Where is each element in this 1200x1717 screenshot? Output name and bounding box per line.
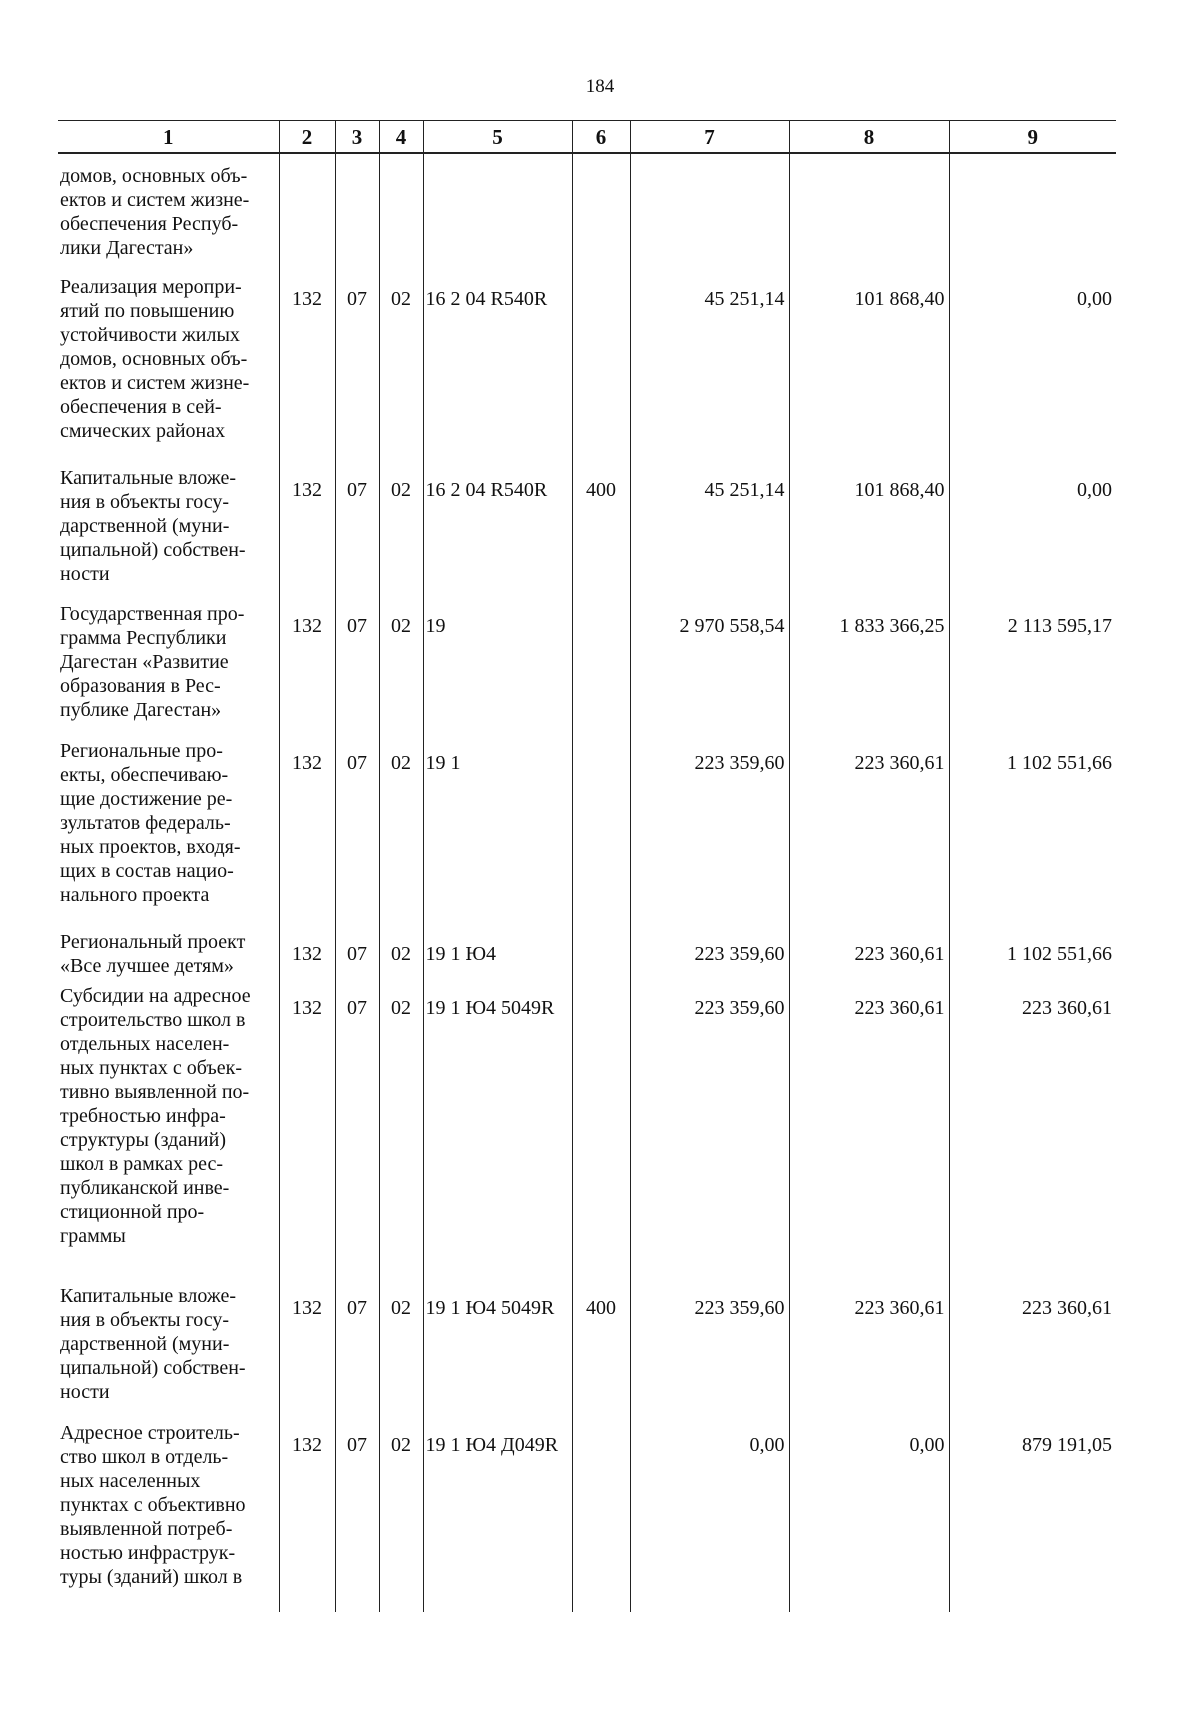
table-row — [58, 602, 1116, 738]
item-name-cell: Государственная про- грамма Республики Дагестан «Развитие образования в Рес- публике Дагестан» — [60, 603, 245, 722]
amount-col8-cell: 101 868,40 — [789, 466, 949, 602]
item-name-cell: Региональные про- екты, обеспечиваю- щие достижение ре- зультатов федераль- ных проектов, входя- щих в состав нацио- нального проекта — [60, 739, 241, 906]
item-name-cell: Капитальные вложе- ния в объекты госу- дарственной (муни- ципальной) собствен- ности — [60, 466, 246, 585]
expense-type-cell: 400 — [572, 1284, 630, 1420]
amount-col7-cell — [630, 153, 789, 275]
expense-type-cell — [572, 602, 630, 738]
expense-type-cell — [572, 153, 630, 275]
amount-col7-cell: 2 970 558,54 — [630, 602, 789, 738]
column-header-6: 6 — [572, 121, 630, 154]
target-article-cell: 19 1 Ю4 5049R — [423, 1284, 572, 1420]
amount-col7-cell: 45 251,14 — [630, 466, 789, 602]
section-code-cell — [335, 153, 379, 275]
ministry-code-cell — [279, 153, 335, 275]
target-article-cell: 19 1 Ю4 Д049R — [423, 1421, 572, 1612]
subsection-code-cell: 02 — [379, 1284, 423, 1420]
subsection-code-cell: 02 — [379, 739, 423, 930]
table-row — [58, 984, 1116, 1284]
section-code-cell: 07 — [335, 602, 379, 738]
target-article-cell: 19 1 — [423, 739, 572, 930]
table-header — [58, 121, 1116, 154]
subsection-code-cell: 02 — [379, 1421, 423, 1612]
column-header-1: 1 — [58, 121, 279, 154]
section-code-cell: 07 — [335, 739, 379, 930]
expense-type-cell — [572, 1421, 630, 1612]
item-name-cell: Адресное строитель- ство школ в отдель- ных населенных пунктах с объективно выявленной потреб- ностью инфраструк- туры (зданий) школ в — [60, 1421, 246, 1588]
target-article-cell — [423, 153, 572, 275]
amount-col7-cell: 223 359,60 — [630, 984, 789, 1284]
amount-col8-cell: 0,00 — [789, 1421, 949, 1612]
amount-col9-cell: 223 360,61 — [949, 984, 1116, 1284]
column-header-9: 9 — [949, 121, 1116, 154]
ministry-code-cell: 132 — [279, 739, 335, 930]
item-name-cell: Капитальные вложе- ния в объекты госу- дарственной (муни- ципальной) собствен- ности — [60, 1285, 246, 1404]
amount-col8-cell: 223 360,61 — [789, 984, 949, 1284]
amount-col8-cell — [789, 153, 949, 275]
amount-col7-cell: 223 359,60 — [630, 930, 789, 985]
table-row — [58, 1421, 1116, 1612]
table-body — [58, 153, 1116, 1612]
target-article-cell: 19 1 Ю4 5049R — [423, 984, 572, 1284]
subsection-code-cell: 02 — [379, 930, 423, 985]
amount-col9-cell: 1 102 551,66 — [949, 739, 1116, 930]
amount-col9-cell: 0,00 — [949, 275, 1116, 466]
table-row — [58, 275, 1116, 466]
ministry-code-cell: 132 — [279, 984, 335, 1284]
amount-col9-cell: 1 102 551,66 — [949, 930, 1116, 985]
page-number: 184 — [585, 76, 615, 97]
item-name-cell: Реализация меропри- ятий по повышению устойчивости жилых домов, основных объ- ектов и систем жизне- обеспечения в сей- смических районах — [60, 275, 250, 442]
section-code-cell: 07 — [335, 1284, 379, 1420]
header-row — [58, 121, 1116, 154]
section-code-cell: 07 — [335, 984, 379, 1284]
amount-col8-cell: 101 868,40 — [789, 275, 949, 466]
amount-col9-cell: 879 191,05 — [949, 1421, 1116, 1612]
subsection-code-cell — [379, 153, 423, 275]
amount-col8-cell: 223 360,61 — [789, 930, 949, 985]
target-article-cell: 16 2 04 R540R — [423, 275, 572, 466]
item-name-cell: Региональный проект «Все лучшее детям» — [60, 930, 246, 977]
target-article-cell: 19 — [423, 602, 572, 738]
ministry-code-cell: 132 — [279, 466, 335, 602]
expense-type-cell: 400 — [572, 466, 630, 602]
amount-col7-cell: 0,00 — [630, 1421, 789, 1612]
subsection-code-cell: 02 — [379, 466, 423, 602]
expense-type-cell — [572, 275, 630, 466]
table-row — [58, 153, 1116, 275]
expense-type-cell — [572, 930, 630, 985]
amount-col9-cell: 2 113 595,17 — [949, 602, 1116, 738]
ministry-code-cell: 132 — [279, 1284, 335, 1420]
subsection-code-cell: 02 — [379, 984, 423, 1284]
ministry-code-cell: 132 — [279, 275, 335, 466]
amount-col9-cell — [949, 153, 1116, 275]
amount-col9-cell: 223 360,61 — [949, 1284, 1116, 1420]
amount-col8-cell: 1 833 366,25 — [789, 602, 949, 738]
ministry-code-cell: 132 — [279, 1421, 335, 1612]
amount-col7-cell: 223 359,60 — [630, 1284, 789, 1420]
ministry-code-cell: 132 — [279, 602, 335, 738]
amount-col8-cell: 223 360,61 — [789, 1284, 949, 1420]
expense-type-cell — [572, 739, 630, 930]
table-row — [58, 930, 1116, 985]
section-code-cell: 07 — [335, 466, 379, 602]
section-code-cell: 07 — [335, 930, 379, 985]
item-name-cell: домов, основных объ- ектов и систем жизне- обеспечения Респуб- лики Дагестан» — [60, 165, 250, 259]
item-name-cell: Субсидии на адресное строительство школ в отдельных населен- ных пунктах с объек- тивно выявленной по- требностью инфра- структуры (зданий) школ в рамках рес- публиканской инве- стиционной про- граммы — [60, 985, 251, 1248]
target-article-cell: 19 1 Ю4 — [423, 930, 572, 985]
column-header-2: 2 — [279, 121, 335, 154]
column-header-7: 7 — [630, 121, 789, 154]
column-header-5: 5 — [423, 121, 572, 154]
subsection-code-cell: 02 — [379, 275, 423, 466]
section-code-cell: 07 — [335, 275, 379, 466]
subsection-code-cell: 02 — [379, 602, 423, 738]
amount-col9-cell: 0,00 — [949, 466, 1116, 602]
target-article-cell: 16 2 04 R540R — [423, 466, 572, 602]
amount-col8-cell: 223 360,61 — [789, 739, 949, 930]
column-header-8: 8 — [789, 121, 949, 154]
section-code-cell: 07 — [335, 1421, 379, 1612]
amount-col7-cell: 45 251,14 — [630, 275, 789, 466]
expense-type-cell — [572, 984, 630, 1284]
table-row — [58, 1284, 1116, 1420]
amount-col7-cell: 223 359,60 — [630, 739, 789, 930]
table-row — [58, 739, 1116, 930]
column-header-4: 4 — [379, 121, 423, 154]
table-row — [58, 466, 1116, 602]
ministry-code-cell: 132 — [279, 930, 335, 985]
column-header-3: 3 — [335, 121, 379, 154]
budget-table — [58, 120, 1116, 1612]
